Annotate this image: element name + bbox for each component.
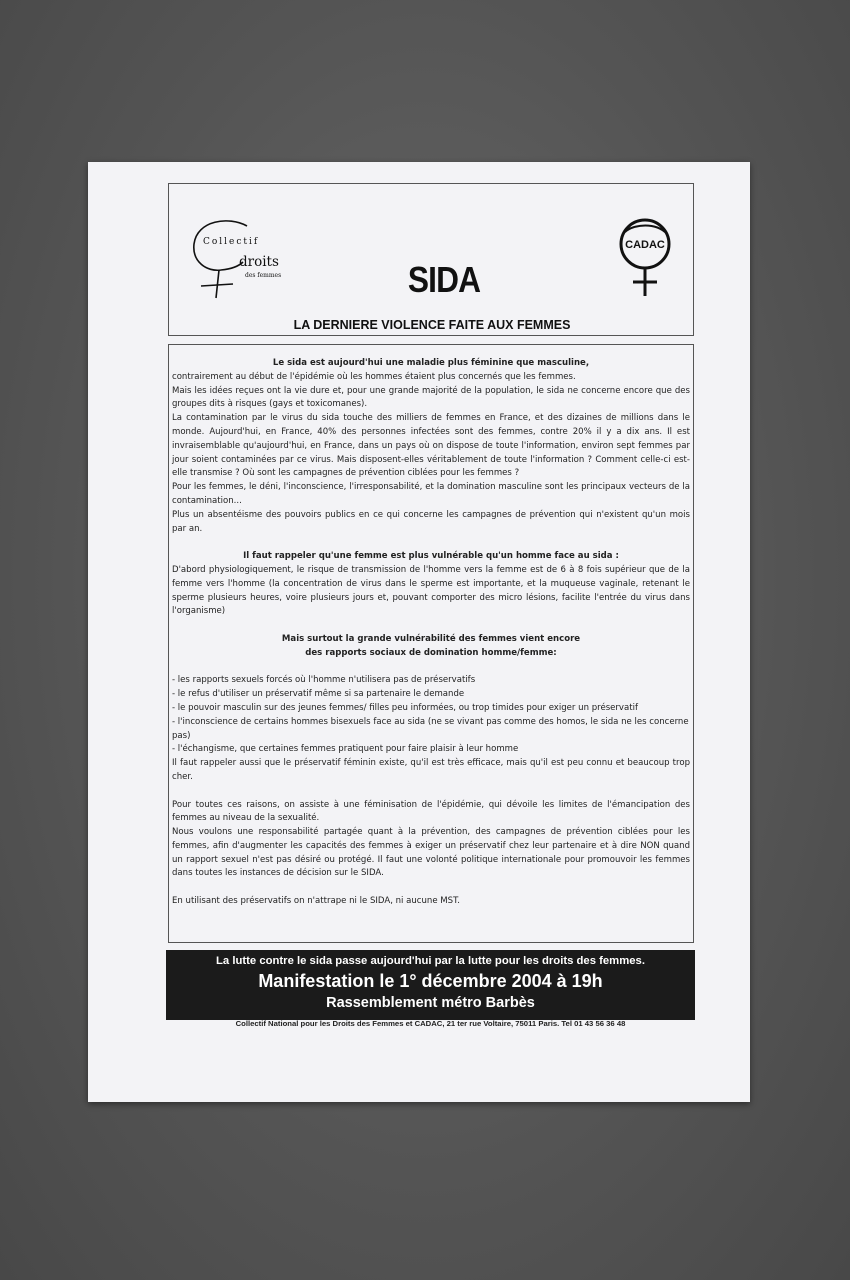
list-item: - le pouvoir masculin sur des jeunes femmes/ filles peu informées, ou trop timides pour exiger un préservatif	[172, 702, 638, 713]
document-subtitle: LA DERNIERE VIOLENCE FAITE AUX FEMMES	[293, 318, 571, 332]
logo-left-line1: Collectif	[203, 237, 260, 247]
paragraph-5: Plus un absentéisme des pouvoirs publics en ce qui concerne les campagnes de prévention qui n'existent qu'un mois par an.	[172, 509, 690, 534]
logo-right-text: CADAC	[625, 239, 665, 251]
flyer-page	[88, 162, 750, 1102]
body-text-box	[168, 344, 694, 943]
banner-line-3: Rassemblement métro Barbès	[326, 995, 535, 1011]
heading-3-line-1: Mais surtout la grande vulnérabilité des femmes vient encore	[281, 633, 581, 644]
paragraph-6: D'abord physiologiquement, le risque de transmission de l'homme vers la femme est de 6 à 8 fois supérieur que de la femme vers l'homme (la concentration de virus dans le sperme est importante, et la muqueuse vaginale, retenant le sperme plusieurs heures, voire plusieurs jours et, pouvant comporter des micro lésions, facilite l'entrée du virus dans l'organisme)	[172, 564, 690, 617]
document-title: SIDA	[407, 259, 481, 300]
heading-3-line-2: des rapports sociaux de domination homme/femme:	[305, 647, 557, 658]
paragraph-1: contrairement au début de l'épidémie où les hommes étaient plus concernés que les femmes.	[172, 371, 576, 382]
list-item: - les rapports sexuels forcés où l'homme n'utilisera pas de préservatifs	[172, 675, 476, 686]
event-banner	[166, 950, 695, 1020]
heading-1: Le sida est aujourd'hui une maladie plus féminine que masculine,	[272, 358, 590, 368]
list-item: - le refus d'utiliser un préservatif même si sa partenaire le demande	[172, 689, 465, 700]
list-item: - l'échangisme, que certaines femmes pratiquent pour faire plaisir à leur homme	[172, 744, 519, 755]
paragraph-4: Pour les femmes, le déni, l'inconscience, l'irresponsabilité, et la domination masculine sont les principaux vecteurs de la contamination...	[172, 482, 690, 506]
paragraph-3: La contamination par le virus du sida touche des milliers de femmes en France, et des dizaines de millions dans le monde. Aujourd'hui, en France, 40% des personnes infectées sont des femmes, contre 20% il y a dix ans. Il est invraisemblable qu'aujourd'hui, en France, dans un pays où on dispose de toute l'information, environ sept femmes par jour soient contaminées par ce virus. Mais disposent-elles véritablement de toute l'information ? Comment celle-ci est-elle transmise ? Où sont les campagnes de prévention ciblées pour les femmes ?	[172, 413, 690, 479]
collectif-droits-des-femmes-logo	[189, 214, 309, 300]
paragraph-9: Nous voulons une responsabilité partagée quant à la prévention, des campagnes de prévention ciblées pour les femmes, afin d'augmenter les capacités des femmes à exiger un préservatif chez leur partenaire et à dire NON quand un rapport sexuel n'est pas désiré ou protégé. Il faut une volonté politique internationale pour promouvoir les femmes dans toutes les instances de décision sur le SIDA.	[172, 827, 690, 879]
paragraph-7: Il faut rappeler aussi que le préservatif féminin existe, qu'il est très efficace, mais qu'il est peu connu et beaucoup trop cher.	[172, 758, 690, 782]
paragraph-8: Pour toutes ces raisons, on assiste à une féminisation de l'épidémie, qui dévoile les limites de l'émancipation des femmes au niveau de la sexualité.	[172, 799, 690, 824]
banner-line-1: La lutte contre le sida passe aujourd'hui par la lutte pour les droits des femmes.	[216, 955, 645, 967]
heading-2: Il faut rappeler qu'une femme est plus vulnérable qu'un homme face au sida :	[243, 551, 619, 562]
logo-left-line3: des femmes	[245, 272, 282, 279]
footer-contact: Collectif National pour les Droits des Femmes et CADAC, 21 ter rue Voltaire, 75011 Paris. Tel 01 43 56 36 48	[235, 1019, 626, 1028]
logo-left-line2: droits	[239, 254, 279, 270]
header-box	[168, 183, 694, 336]
paragraph-10: En utilisant des préservatifs on n'attrape ni le SIDA, ni aucune MST.	[172, 896, 461, 907]
list-item: - l'inconscience de certains hommes bisexuels face au sida (ne se vivant pas comme des homos, le sida ne les concerne pas)	[172, 716, 689, 741]
banner-line-2: Manifestation le 1° décembre 2004 à 19h	[258, 971, 603, 991]
cadac-logo	[613, 216, 677, 298]
paragraph-2: Mais les idées reçues ont la vie dure et, pour une grande majorité de la population, le sida ne concerne encore que des groupes dits à risques (gays et toxicomanes).	[172, 385, 690, 410]
